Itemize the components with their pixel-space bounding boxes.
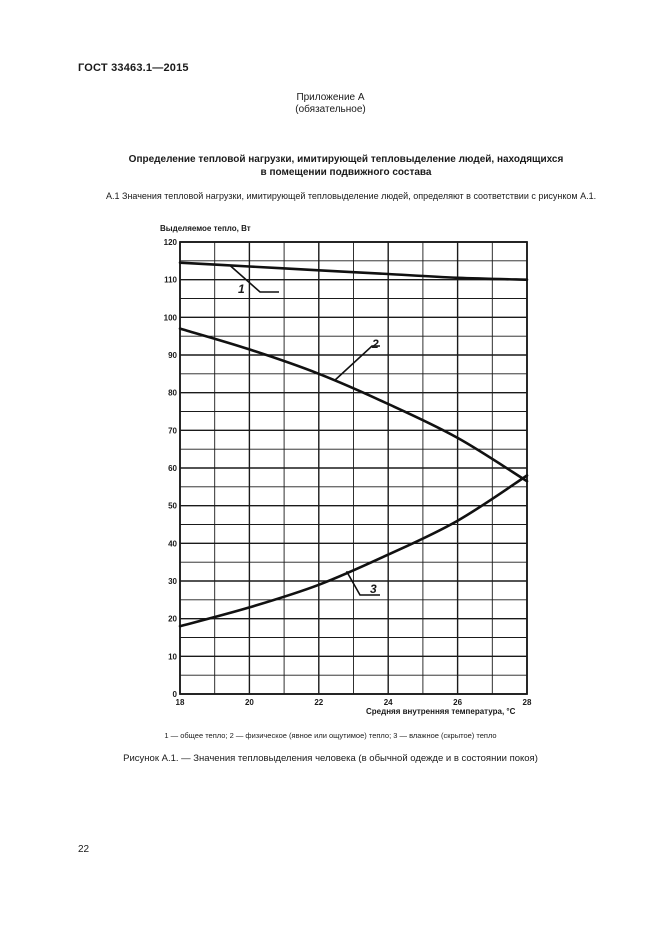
x-tick-label: 22 — [314, 698, 324, 707]
appendix-title: Приложение А — [296, 92, 365, 103]
figure-legend: 1 — общее тепло; 2 — физическое (явное или ощутимое) тепло; 3 — влажное (скрытое) тепло — [164, 731, 497, 740]
x-tick-label: 28 — [522, 698, 532, 707]
y-tick-label: 120 — [163, 238, 177, 247]
x-tick-label: 26 — [453, 698, 463, 707]
y-tick-label: 50 — [168, 501, 177, 511]
body-paragraph: А.1 Значения тепловой нагрузки, имитирующей тепловыделение людей, определяют в соответствии с рисунком А.1. — [106, 191, 597, 201]
chart-tick-labels — [164, 238, 532, 707]
y-tick-label: 90 — [168, 351, 177, 360]
y-tick-label: 80 — [168, 388, 177, 398]
section-title-line-1: Определение тепловой нагрузки, имитирующей тепловыделение людей, находящихся — [128, 154, 564, 165]
x-tick-label: 20 — [244, 698, 254, 707]
y-tick-label: 0 — [172, 690, 177, 699]
figure-caption: Рисунок А.1. — Значения тепловыделения человека (в обычной одежде и в состоянии покоя) — [123, 753, 538, 764]
section-title-line-2: в помещении подвижного состава — [260, 167, 432, 178]
y-tick-label: 110 — [164, 275, 177, 285]
curve-2-leader — [334, 346, 380, 381]
page-number: 22 — [78, 844, 90, 855]
x-tick-label: 24 — [383, 698, 393, 707]
appendix-status: (обязательное) — [295, 104, 366, 115]
curve-2-label: 2 — [372, 337, 379, 351]
curve-3-label: 3 — [370, 582, 377, 596]
y-tick-label: 10 — [168, 652, 177, 662]
y-tick-label: 30 — [168, 577, 177, 586]
curve-1-label: 1 — [238, 282, 245, 296]
y-tick-label: 40 — [168, 539, 177, 549]
y-tick-label: 100 — [163, 313, 177, 323]
y-tick-label: 70 — [168, 426, 177, 436]
standard-number: ГОСТ 33463.1—2015 — [78, 62, 189, 74]
chart-y-axis-label: Выделяемое тепло, Вт — [160, 224, 251, 233]
y-tick-label: 60 — [168, 464, 177, 473]
chart-x-axis-label: Средняя внутренняя температура, °С — [366, 707, 516, 716]
y-tick-label: 20 — [168, 614, 177, 624]
x-tick-label: 18 — [175, 698, 185, 707]
